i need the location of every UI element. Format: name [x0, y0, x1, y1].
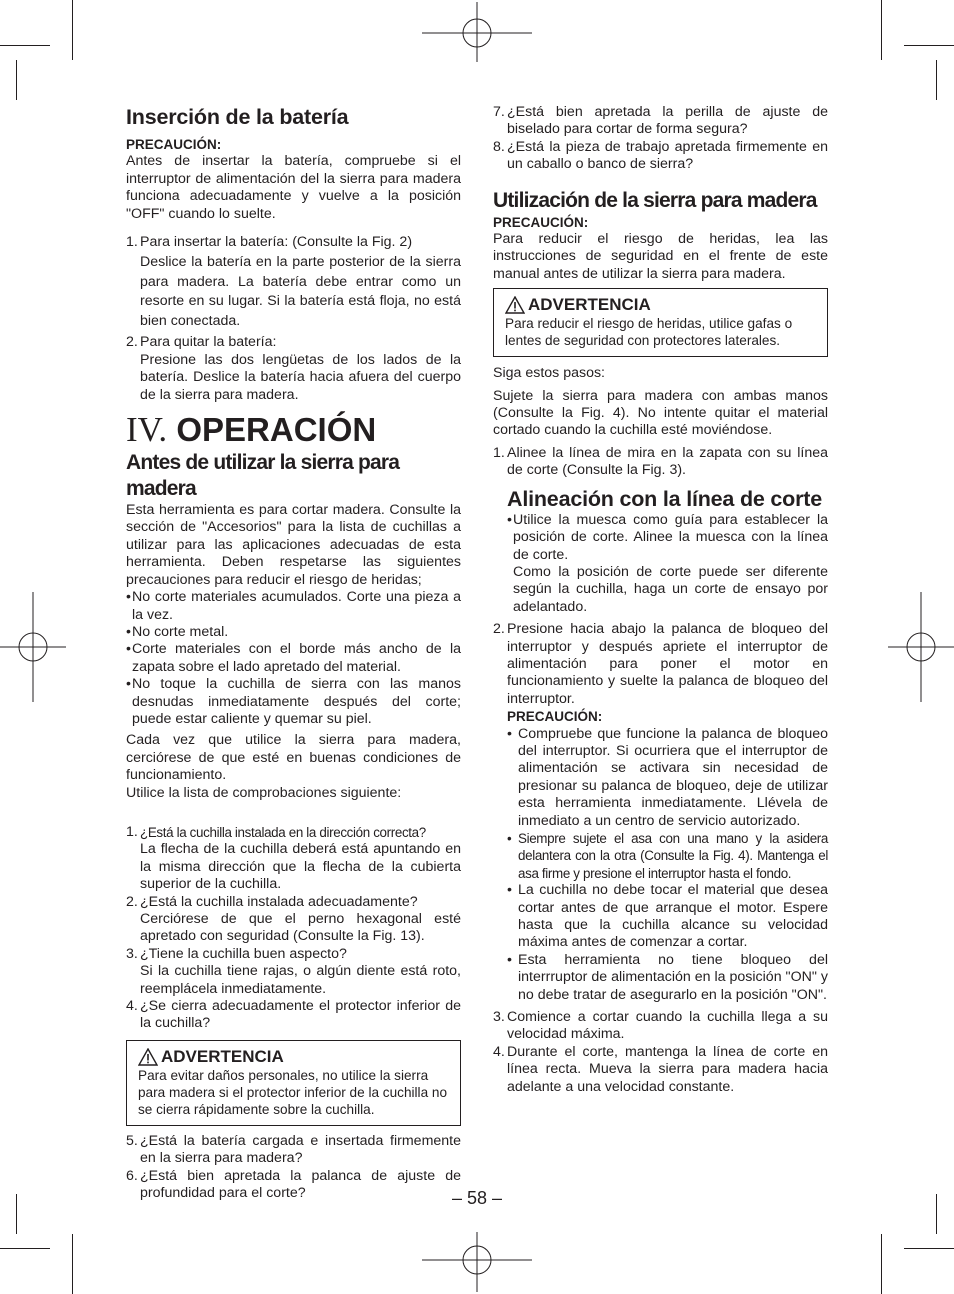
list-item: • No toque la cuchilla de sierra con las manos desnudas inmediatamente después del corte; puede estar caliente y quemar su piel.	[126, 676, 461, 727]
paragraph: Esta herramienta es para cortar madera. Consulte la sección de "Accesorios" para la lista de cuchillas a utilizar para las aplicaciones adecuadas de esta herramienta. Deben respetarse las siguientes precauciones para reducir el riesgo de heridas;	[126, 502, 461, 588]
crop-mark	[904, 1248, 954, 1249]
warning-title: ADVERTENCIA	[161, 1046, 284, 1066]
list-item: 7. ¿Está bien apretada la perilla de ajuste de biselado para cortar de forma segura?	[493, 104, 828, 138]
page-number: – 58 –	[451, 1188, 503, 1208]
list-item: • No corte metal.	[126, 623, 229, 640]
registration-mark-bottom	[422, 1232, 532, 1292]
list-item: 1. Para insertar la batería: (Consulte la Fig. 2) Deslice la batería en la parte posterior de la sierra para madera. La batería debe entrar como un resorte en su lugar. Si la batería está floja, no está bien conectada.	[126, 234, 461, 329]
caution-label: PRECAUCIÓN:	[126, 137, 222, 152]
paragraph: Utilice la lista de comprobaciones siguiente:	[126, 784, 402, 801]
warning-text: Para reducir el riesgo de heridas, utilice gafas o lentes de seguridad con protectores laterales.	[505, 316, 793, 349]
warning-title: ADVERTENCIA	[528, 295, 651, 315]
paragraph: Cada vez que utilice la sierra para madera, cerciórese de que esté en buenas condiciones de funcionamiento.	[126, 732, 461, 784]
list-item: • Compruebe que funcione la palanca de bloqueo del interruptor. Si ocurriera que el interruptor de alimentación se activara sin necesidad de presionar su palanca de bloqueo, deje de utilizar esta herramienta inmediatamente. Llévela de inmediato a un centro de servicio autorizado.	[507, 725, 828, 829]
heading-before-use: Antes de utilizar la sierra para madera	[126, 451, 400, 501]
list-item: 4. ¿Se cierra adecuadamente el protector inferior de la cuchilla?	[126, 998, 461, 1032]
registration-mark-left	[0, 592, 66, 702]
paragraph: Para reducir el riesgo de heridas, lea las instrucciones de seguridad en el frente de este manual antes de utilizar la sierra para madera.	[493, 231, 828, 282]
list-item: 3. ¿Tiene la cuchilla buen aspecto? Si la cuchilla tiene rajas, o algún diente está roto, reemplácela inmediatamente.	[126, 945, 461, 997]
caution-label: PRECAUCIÓN:	[507, 709, 603, 725]
paragraph: Sujete la sierra para madera con ambas manos (Consulte la Fig. 4). No intente quitar el material cortado cuando la cuchilla esté moviéndose.	[493, 387, 828, 439]
list-item: 6. ¿Está bien apretada la palanca de ajuste de profundidad para el corte?	[126, 1167, 461, 1202]
left-column	[126, 104, 461, 1202]
crop-mark	[72, 1234, 73, 1294]
list-item: 2. Para quitar la batería: Presione las dos lengüetas de los lados de la batería. Deslice la batería hacia afuera del cuerpo de la sierra para madera.	[126, 334, 461, 403]
heading-battery-insertion: Inserción de la batería	[126, 105, 349, 129]
right-column	[493, 104, 828, 1096]
warning-text: Para evitar daños personales, no utilice la sierra para madera si el protector inferior de la cuchilla no se cierra rápidamente sobre la cuchilla.	[138, 1067, 448, 1117]
caution-label: PRECAUCIÓN:	[493, 214, 589, 230]
heading-using-saw: Utilización de la sierra para madera	[493, 188, 817, 212]
list-item: 2. Presione hacia abajo la palanca de bloqueo del interruptor y después apriete el interruptor de alimentación para poner el motor en funcionamiento y suelte la palanca de bloqueo del interruptor. PRECAUCIÓN: • Compruebe que funcione la palanca de bloqueo del interruptor. Si ocurriera que el interruptor de alimentación se activara sin necesidad de presionar su palanca de bloqueo, deje de utilizar esta herramienta inmediatamente. Llévela de inmediato a un centro de servicio autorizado. • Siempre sujete el asa con una mano y la asidera delantera con la otra (Consulte la Fig. 4). Mantenga el asa firme y presione el interruptor hasta el fondo. • La cuchilla no debe tocar el material que desea cortar antes de que arranque el motor. Espere hasta que la cuchilla alcance su velocidad máxima antes de comenzar a cortar. • Esta herramienta no tiene bloqueo del interrruptor de alimentación en la posición "ON" y no debe tratar de asegurarlo en la posición "ON".	[493, 621, 828, 1003]
crop-mark	[16, 60, 17, 100]
heading-alignment: Alineación con la línea de corte	[507, 486, 822, 511]
list-item: 1. ¿Está la cuchilla instalada en la dirección correcta? La flecha de la cuchilla deberá está apuntando en la misma dirección que la flecha de la cubierta superior de la cuchilla.	[126, 823, 461, 893]
caution-list	[507, 726, 828, 1005]
registration-mark-top	[422, 2, 532, 62]
section-title-operation: IV. OPERACIÓN	[126, 410, 377, 450]
crop-mark	[881, 1234, 882, 1294]
list-item: • Corte materiales con el borde más ancho de la zapata sobre el lado apretado del material.	[126, 641, 461, 675]
list-item: • No corte materiales acumulados. Corte una pieza a la vez.	[126, 589, 461, 623]
crop-mark	[0, 45, 50, 46]
paragraph: Como la posición de corte puede ser diferente según la cuchilla, haga un corte de ensayo por adelantado.	[513, 563, 828, 615]
list-item: 5. ¿Está la batería cargada e insertada firmemente en la sierra para madera?	[126, 1132, 461, 1167]
crop-mark	[0, 1248, 50, 1249]
list-item: • Esta herramienta no tiene bloqueo del interrruptor de alimentación en la posición "ON" y no debe tratar de asegurarlo en la posición "ON".	[507, 951, 828, 1003]
list-item: 4. Durante el corte, mantenga la línea de corte en línea recta. Mueva la sierra para madera hacia adelante a una velocidad constante.	[493, 1043, 828, 1095]
battery-steps	[126, 234, 461, 404]
paragraph: Siga estos pasos:	[493, 365, 605, 382]
list-item: 1. Alinee la línea de mira en la zapata con su línea de corte (Consulte la Fig. 3).	[493, 444, 828, 479]
list-item: • Utilice la muesca como guía para establecer la posición de corte. Alinee la muesca con la línea de corte.	[507, 511, 828, 563]
list-item: 2. ¿Está la cuchilla instalada adecuadamente? Cerciórese de que el perno hexagonal esté apretado con seguridad (Consulte la Fig. 13).	[126, 893, 461, 945]
crop-mark	[936, 60, 937, 100]
paragraph: Antes de insertar la batería, compruebe si el interruptor de alimentación del la sierra para madera funciona adecuadamente y vuelve a la posición "OFF" cuando lo suelte.	[126, 153, 461, 222]
warning-triangle-icon	[138, 1048, 158, 1066]
crop-mark	[904, 45, 954, 46]
list-item: 3. Comience a cortar cuando la cuchilla llega a su velocidad máxima.	[493, 1009, 828, 1043]
steps-list	[493, 621, 828, 1096]
warning-triangle-icon	[505, 296, 525, 314]
crop-mark	[72, 0, 73, 60]
precautions-list	[126, 589, 461, 728]
warning-box	[126, 1040, 461, 1126]
steps-list	[493, 445, 828, 480]
crop-mark	[881, 0, 882, 60]
alignment-list	[507, 512, 828, 564]
checklist-continued	[493, 104, 828, 174]
list-item: • Siempre sujete el asa con una mano y la asidera delantera con la otra (Consulte la Fig. 4). Mantenga el asa firme y presione el interruptor hasta el fondo.	[507, 831, 828, 881]
warning-box	[493, 288, 828, 357]
checklist	[126, 824, 461, 1033]
registration-mark-right	[888, 592, 954, 702]
list-item: • La cuchilla no debe tocar el material que desea cortar antes de que arranque el motor. Espere hasta que la cuchilla alcance su velocidad máxima antes de comenzar a cortar.	[507, 882, 828, 951]
list-item: 8. ¿Está la pieza de trabajo apretada firmemente en un caballo o banco de sierra?	[493, 138, 828, 173]
